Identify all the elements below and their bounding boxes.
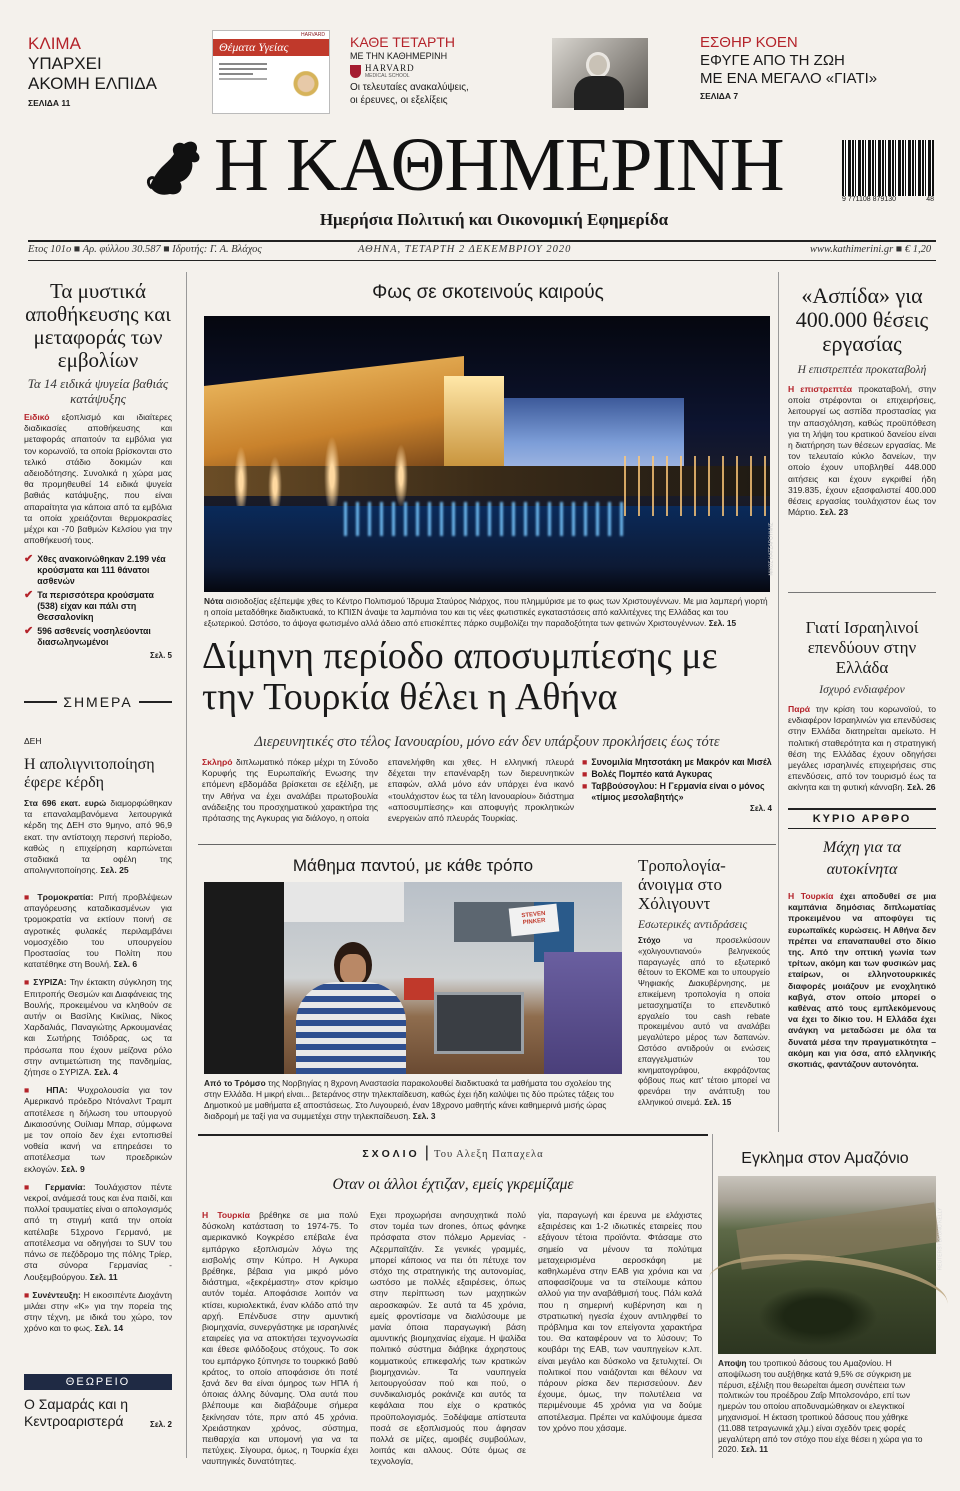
item-lead: ΗΠΑ:	[46, 1085, 68, 1096]
aspida-body-text: προκαταβολή, στην οποία στρέφονται οι επιχειρήσεις, λειτουργεί ως ασπίδα προστασίας για την απασχόληση, καθώς προϋπόθεση για τη λήψη του κρατικού δανείου είναι η διατήρηση των θέσεων εργασίας. Με τον τελευταίο κύκλο δανείων, την οποίο έχουν υποβληθεί 448.000 αιτήσεις και έχουν εγκριθεί ήδη 319.835, έχουν εξασφαλιστεί 400.000 θέσεις εργασίας τουλάχιστον έως τον Μάρτιο.	[788, 384, 937, 518]
infobar-top-rule	[28, 240, 936, 242]
list-item[interactable]	[24, 1182, 172, 1283]
item-lead: ΣΥΡΙΖΑ:	[33, 977, 67, 988]
deh-body	[24, 798, 172, 876]
hollywood-ref[interactable]: Σελ. 15	[704, 1097, 732, 1107]
list-item	[582, 757, 772, 768]
barcode-number: 9 771108 879130	[842, 196, 896, 203]
comment-separator: |	[424, 1144, 429, 1161]
simera-items	[24, 892, 172, 1342]
hollywood-lead: Στόχο	[638, 936, 661, 945]
hollywood-story[interactable]	[638, 856, 770, 1136]
bullet-text: Συνομιλία Μητσοτάκη με Μακρόν και Μισέλ	[591, 757, 772, 767]
barcode-issue: 48	[926, 196, 934, 203]
caption-text: του τροπικού δάσους του Αμαζονίου. Η αποψίλωση του αυξήθηκε κατά 9,5% σε σύγκριση με πέρυσι, εξέλιξη που θεωρείται άμεση συνέπεια των πολιτικών του προέδρου Ζαΐρ Μπολσονάρο, επί των ημερών του οποίου αποδυναμώθηκαν οι ελεγκτικοί μηχανισμοί. Η έκταση τροπικού δάσους που χάθηκε (11.088 τετραγωνικά χλμ.) είναι σχεδόν τρεις φορές μεγαλύτερη από τον στόχο που είχε θέσει η χώρα για το 2020.	[718, 1358, 923, 1455]
comment-header	[198, 1142, 708, 1162]
bullet-icon: ■	[24, 977, 31, 988]
shield-icon	[350, 65, 361, 78]
photo-credit: ΝΙΚΟΣ ΚΑΤΣΑΡΟΥΝΗΣ	[768, 522, 775, 576]
bullet-icon: ■	[24, 1289, 30, 1300]
teaser-cohen[interactable]	[700, 34, 930, 114]
main-headline[interactable]: Δίμηνη περίοδο αποσυμπίεσης με την Τουρκία θέλει η Αθήνα	[202, 635, 718, 718]
bullet-icon: ■	[24, 1085, 37, 1096]
theoreio-text: Ο Σαμαράς και η Κεντροαριστερά	[24, 1396, 129, 1429]
amazon-title: Εγκλημα στον Αμαζόνιο	[741, 1150, 909, 1167]
editorial-box[interactable]	[788, 808, 936, 1109]
list-item	[24, 626, 172, 648]
deh-headline: Η απολιγνιτοποίηση έφερε κέρδη	[24, 756, 155, 791]
main-ref[interactable]: Σελ. 4	[750, 804, 772, 813]
teaser-magazine-cover[interactable]	[212, 30, 330, 114]
hollywood-body	[638, 936, 770, 1136]
theoreio-ref[interactable]: Σελ. 2	[150, 1420, 172, 1429]
bullet-icon: ■	[582, 769, 588, 779]
deh-ref[interactable]: Σελ. 25	[100, 865, 129, 876]
caption-ref[interactable]: Σελ. 11	[741, 1444, 768, 1455]
comment-top-rule	[198, 1134, 708, 1136]
editorial-body-text: έχει αποδυθεί σε μια καμπάνια δημόσιας διπλωματίας προκειμένου να αποφύγει τις ευρωπαϊκές κυρώσεις. Η Αθήνα δεν πρέπει να επαναπαυθεί στο δίκιο της. Από την οπτική γωνία των τρίτων, ακόμη και των φυσικών μας εταίρων, οι ελληνοτουρκικές διαφορές μοιάζουν με ενοχλητικό καβγά, στον οποίο μπορεί ο καθένας από τους εμπλεκόμενους να έχει το δίκιο του. Η Ελλάδα έχει ανάγκη να μεταδώσει με όλα τα δυνατά μέσα την πραγματικότητα –ακόμη και για όσα, από ελληνικής σκοπιάς, φαντάζουν αυτονόητα.	[788, 891, 936, 1070]
teaser-kicker: ΚΑΘΕ ΤΕΤΑΡΤΗ	[350, 34, 455, 50]
comment-col1-text: βρέθηκε σε μια πολύ δύσκολη κατάσταση το 1974-75. Το αμερικανικό Κογκρέσο επέβαλε ένα εμπάργκο εξοπλισμών λόγω της εισβολής στην Κύπρο. Η Αγκυρα βρέθηκε, βέβαια για μικρό μόνο διάστημα, «ξεκρέμαστη» στον κρίσιμο αυτόν τομέα. Αποφάσισε λοιπόν να κτίσει, κυριολεκτικά, έναν κλάδο από την αρχή. Επένδυσε στην αμυντική βιομηχανία, συνεργάστηκε με ισραηλινές εταιρείες για να αποκτήσει τεχνογνωσία και έθεσε φιλόδοξους στόχους. Το σοκ του εμπάργκο ξύπνησε το τουρκικό βαθύ κράτος, το οποίο αποφάσισε ότι ποτέ ξανά δεν θα είναι όμηρος των ΗΠΑ ή όποιας άλλης δύναμης. Όλα αυτά που βλέπουμε και διαβάζουμε σήμερα ξεκίνησαν τότε, πριν από 45 χρόνια. Χρειάστηκαν χρόνος, σύστημα, πειθαρχία και υπομονή για να τα πετύχεις. Σίγουρα, όμως, η Τουρκία έχει ναυπηγικές δυνατότητες.	[202, 1210, 358, 1467]
magazine-brand: HARVARD	[301, 32, 325, 38]
main-col1-lead: Σκληρό	[202, 757, 233, 767]
comment-col1	[202, 1210, 358, 1467]
main-bottom-rule	[198, 844, 776, 845]
left-divider	[186, 272, 187, 1458]
infobar-left: Ετος 101ο ■ Αρ. φύλλου 30.587 ■ Ιδρυτής: Γ. Α. Βλάχος	[28, 244, 262, 255]
harvard-brand: HARVARD	[365, 63, 415, 73]
comment-label: ΣΧΟΛΙΟ	[362, 1148, 420, 1160]
israel-sub: Ισχυρό ενδιαφέρον	[819, 684, 905, 696]
amazon-caption	[718, 1358, 936, 1454]
comment-author: Του Αλεξη Παπαχελα	[434, 1149, 544, 1160]
simera-header	[24, 694, 172, 710]
aspida-sub: Η επιστρεπτέα προκαταβολή	[797, 364, 927, 376]
bullet-icon: ■	[24, 892, 33, 902]
aspida-lead: Η επιστρεπτέα	[788, 384, 853, 394]
masthead-title: Η ΚΑΘΗΜΕΡΙΝΗ	[214, 123, 784, 207]
griffin-icon	[140, 136, 208, 200]
comment-headline[interactable]: Οταν οι άλλοι έχτιζαν, εμείς γκρεμίζαμε	[332, 1176, 574, 1193]
israel-lead: Παρά	[788, 704, 811, 714]
vaccine-story[interactable]	[24, 280, 172, 660]
bullet-text: Βολές Πομπέο κατά Αγκυρας	[591, 769, 713, 779]
deh-kicker: ΔΕΗ	[24, 736, 42, 746]
caption-ref[interactable]: Σελ. 3	[412, 1111, 436, 1121]
aspida-story[interactable]	[788, 284, 936, 520]
comment-col3-text: γία, παραγωγή και έρευνα με ελάχιστες εξαιρέσεις και 1-2 ιδιωτικές εταιρείες που εξάγουν τέτοια προϊόντα. Φτάσαμε στο σημείο να μένουν τα πολύτιμα μεταχειρισμένα αεροσκάφη με καθηλωμένα στην ΕΑΒ για χρόνια και να αποφασίζουμε να τα στείλουμε κάπου αλλού για την αναβάθμισή τους. Πάλι καλά που η σημερινή κυβέρνηση και η στρατιωτική ηγεσία έχουν αντιληφθεί το πρόβλημα και τον επείγοντα χαρακτήρα του. Θα καταφέρουν να το λύσουν; Το κουβάρι της ΕΑΒ, των ναυπηγείων κ.λπ. είναι μεγάλο και δύσκολο να ξετυλιχτεί. Οι πολιτικοί που ναιάζονται και θέλουν να πάρουν ρίσκα δεν περισσεύουν. Δεν έχουμε, όμως, την πολυτέλεια να περιμένουμε 45 χρόνια για να δούμε αποτέλεσμα. Πρέπει να καλύψουμε άμεσα τον χρόνο που χάσαμε.	[538, 1210, 702, 1433]
hollywood-headline: Τροπολογία-άνοιγμα στο Χόλιγουντ	[638, 856, 726, 913]
teaser-harvard[interactable]	[350, 34, 530, 114]
check-icon: ✔	[24, 553, 34, 565]
check-icon: ✔	[24, 589, 34, 601]
teaser-text: ΕΦΥΓΕ ΑΠΟ ΤΗ ΖΩΗ ΜΕ ΕΝΑ ΜΕΓΑΛΟ «ΓΙΑΤΙ»	[700, 52, 878, 87]
theoreio-label: ΘΕΩΡΕΙΟ	[24, 1374, 172, 1390]
simera-label: ΣΗΜΕΡΑ	[63, 694, 133, 710]
main-col2	[388, 757, 574, 827]
editorial-lead: Η Τουρκία	[788, 891, 834, 901]
editorial-label: ΚΥΡΙΟ ΑΡΘΡΟ	[788, 808, 936, 829]
book-text: STEVEN PINKER	[521, 910, 546, 927]
list-item[interactable]	[24, 892, 172, 970]
right-rule-1	[788, 592, 936, 593]
comment-col3	[538, 1210, 702, 1450]
education-caption	[204, 1078, 622, 1122]
teaser-text: Οι τελευταίες ανακαλύψεις, οι έρευνες, οι εξελίξεις	[350, 82, 469, 106]
comment-col2-text: Εχει προχωρήσει ανησυχητικά πολύ στον τομέα των drones, όπως φάνηκε πρόσφατα στον πόλεμο Αρμενίας - Αζερμπαϊτζάν. Σε γενικές γραμμές, μπορεί κάποιος να πει ότι πέτυχε τον στόχο της στρατηγικής της αυτονομίας, ωστόσο με πολλές εξαιρέσεις, όπως στην περίπτωση των μαχητικών αεροσκαφών. Σε αυτά τα 45 χρόνια, εμείς φροντίσαμε να διαλύσουμε με μανία όποια παραγωγική βάση αμυντικής βιομηχανίας είχαμε. Η ψαλίδα πολιτικό σύστημα διάβηκε άχρηστους κομματικούς επικεφαλής των κρατικών βιομηχανιών. Τα ναυπηγεία λειτουργούσαν πού και πού, ο συνδικαλισμός ροκάνιζε και αυτός τα κεφάλαια που είχε ο κρατικός προϋπολογισμός. Ξοδέψαμε απίστευτα ποσά σε εξοπλισμούς που άφησαν πολλά σε μίζες, αμοιβές συμβούλων, λοιπάς και αλλους. Ούτε όμως σε τεχνολογία,	[370, 1210, 526, 1467]
aspida-ref[interactable]: Σελ. 23	[819, 507, 849, 518]
israel-headline: Γιατί Ισραηλινοί επενδύουν στην Ελλάδα	[805, 618, 919, 677]
deh-body-text: διαμορφώθηκαν τα επαναλαμβανόμενα λειτουργικά κέρδη της ΔΕΗ στο 9μηνο, από 96,9 εκατ. την αντίστοιχη περσινή περίοδο, καθώς η επιχείρηση καρπώνεται σταδιακά τα οφέλη της απολιγνιτοποίησης.	[24, 798, 172, 876]
masthead-logo-icon	[140, 136, 208, 200]
aspida-headline: «Ασπίδα» για 400.000 θέσεις εργασίας	[795, 283, 929, 356]
snfcc-night-photo[interactable]	[204, 316, 775, 592]
israel-story[interactable]	[788, 618, 936, 806]
vaccine-body	[24, 412, 172, 550]
vaccine-body-text: εξοπλισμό και ιδιαίτερες διαδικασίες αποθήκευσης και μεταφοράς απαιτούν τα εμβόλια για τον κορωνοϊό, τα οποία βρίσκονται στο τελικό στάδιο δοκιμών και αδειοδότησης. Συνολικά η χώρα μας θα προμηθευθεί 14 ειδικά ψυγεία βαθιάς κατάψυξης, που είναι απαραίτητα για κάποια από τα εμβόλια τα οποία χρειάζονται θερμοκρασίες μέχρι και -70 βαθμών Κελσίου για την αποθήκευσή τους.	[24, 412, 172, 546]
teaser-page: ΣΕΛΙΔΑ 11	[28, 98, 71, 108]
list-item[interactable]	[24, 1085, 172, 1175]
item-text: Η εικοσιπέντε Διοχάντη μιλάει στην «Κ» για την πορεία της στην τέχνη, με ιδικά του χώρο, τον χρόνο και το φως.	[24, 1289, 172, 1334]
comment-col2	[370, 1210, 526, 1467]
barcode-bars	[842, 140, 934, 196]
bullet-icon: ■	[24, 1181, 36, 1192]
editorial-body	[788, 891, 936, 1109]
magazine-text-lines	[213, 56, 273, 87]
bullet-icon: ■	[582, 781, 588, 791]
list-item	[582, 781, 772, 803]
bullet-text: Χθες ανακοινώθηκαν 2.199 νέα κρούσματα και 111 θάνατοι ασθενών	[37, 554, 166, 586]
list-item	[582, 769, 772, 780]
israel-body	[788, 704, 936, 806]
caption-lead: Αποψη	[718, 1358, 747, 1368]
teaser-kicker: ΚΛΙΜΑ	[28, 34, 81, 53]
teaser-kicker: ΕΣΘΗΡ ΚΟΕΝ	[700, 34, 798, 51]
item-text: Ψυχρολουσία για τον Αμερικανό πρόεδρο Ντόναλντ Τραμπ αποτέλεσε η δήλωση του υπουργού Δικαιοσύνης Ουίλιαμ Μπαρ, σύμφωνα με τον οποίο δεν έχει εντοπισθεί νοθεία ικανή να επηρεάσει το αποτέλεσμα των προεδρικών εκλογών.	[24, 1085, 173, 1174]
magazine-portrait	[293, 71, 319, 113]
deh-lead: Στα 696 εκατ. ευρώ	[24, 798, 107, 808]
list-item	[24, 590, 172, 623]
item-text: Ριπή προβλέψεων απαγόρευσης καταδικασμένων για τρομοκρατία να εκτίουν ποινή σε αγροτικές φυλακές περιλαμβάνει νομοσχέδιο του υπουργείου Προστασίας του Πολίτη που κατατέθηκε στη Βουλή.	[24, 892, 172, 970]
amazon-aerial-photo[interactable]	[718, 1176, 944, 1354]
harvard-brand-sub: MEDICAL SCHOOL	[365, 73, 410, 79]
list-item	[24, 554, 172, 587]
infobar-bottom-rule	[28, 260, 936, 261]
item-lead: Συνέντευξη:	[32, 1289, 81, 1300]
main-sub: Διερευνητικές στο τέλος Ιανουαρίου, μόνο εάν δεν υπάρξουν προκλήσεις έως τότε	[254, 734, 720, 750]
teaser-line: ΜΕ ΤΗΝ ΚΑΘΗΜΕΡΙΝΗ	[350, 51, 448, 61]
vaccine-body-lead: Ειδικό	[24, 412, 50, 422]
item-ref[interactable]: Σελ. 4	[94, 1067, 118, 1078]
israel-body-text: την κρίση του κορωνοϊού, το ενδιαφέρον Ισραηλινών για επενδύσεις στην Ελλάδα διατηρείται αμείωτο. Η πολιτική σταθερότητα και η στρατηγική θέση της Ελλάδας έχουν οδηγήσει μεγάλες ισραηλινές επιχειρήσεις στις επενδύσεις, από τον τουρισμό έως τα ακίνητα και τη φυτική κάνναβη.	[788, 704, 936, 793]
girl-laptop-photo[interactable]	[204, 882, 622, 1074]
item-ref[interactable]: Σελ. 14	[94, 1323, 124, 1334]
vaccine-ref[interactable]: Σελ. 5	[150, 651, 172, 660]
infobar-right: www.kathimerini.gr ■ € 1,20	[810, 244, 932, 255]
vaccine-headline: Τα μυστικά αποθήκευσης και μεταφοράς των εμβολίων	[25, 279, 171, 372]
caption-text: της Νορβηγίας η 8χρονη Αναστασία παρακολουθεί διαδικτυακά τα μαθήματα του σχολείου της στην Ελλάδα. Η μικρή είναι... βετεράνος στην τηλεκπαίδευση, καθώς έχει ήδη καλύψει τις δύο πρώτες τάξεις του Δημοτικού με μαθήματα εξ αποστάσεως. Στο Λυγουρειό, έναν 18χρονο μαθητής κάνει καθημερινά μισής ώρας διαδρομή με ταξί για να συμμετέχει στην τηλεκπαίδευση.	[204, 1078, 614, 1121]
vaccine-bullets	[24, 554, 172, 648]
list-item[interactable]	[24, 1290, 172, 1335]
education-title: Μάθημα παντού, με κάθε τρόπο	[292, 856, 534, 875]
main-col2-text: επανελήφθη και χθες. Η ελληνική πλευρά δέχεται την επανέναρξη των διερευνητικών επαφών, αλλά μόνο εάν υπάρχει ένα ικανό «τουλάχιστον έως τα τέλη Ιανουαρίου» διάστημα «αποσυμπίεσης» και αποφυγής προκλητικών ενεργειών από πλευράς Τουρκίας.	[388, 757, 574, 824]
item-lead: Τρομοκρατία:	[37, 892, 94, 902]
teaser-portrait-photo[interactable]	[552, 38, 648, 108]
israel-ref[interactable]: Σελ. 26	[907, 782, 936, 793]
main-bullets	[582, 757, 772, 813]
caption-text: αισιοδοξίας εξέπεμψε χθες το Κέντρο Πολιτισμού Ίδρυμα Σταύρος Νιάρχος, που πλημμύρισε με το φως των Χριστουγέννων. Με μια λαμπερή γιορτή η οποία μεταδόθηκε διαδικτυακά, το ΚΠΙΣΝ άναψε τα λαμπιόνια του και τις νέες φωτιστικές εγκαταστάσεις από καλλιτέχνες της Ελλάδας και του εξωτερικού. Ωστόσο, το άψογα φωτισμένο αλλά άδειο από επισκέπτες πάρκο συμβολίζει την παραδοξότητα των φετινών Χριστουγέννων.	[204, 596, 768, 628]
hollywood-body-text: να προσελκύσουν «χολιγουντιανού» βεληνεκούς παραγωγές από το εξωτερικό θέτουν το ΕΚΟΜΕ και το υπουργείο Ψηφιακής Διακυβέρνησης, με επικείμενη τροπολογία η οποία μετασχηματίζει το επενδυτικό εργαλείο του cash rebate προκειμένου αυτό να αναλάβει μεγαλύτερο μέρος των δαπανών. Ωστόσο αντιδρούν οι ενώσεις επαγγελματιών του κινηματογράφου, εκφράζοντας φόβους πως κατ' τέτοιο μπορεί να φρενάρει την ανάπτυξη του ελληνικού σινεμά.	[638, 936, 771, 1107]
teaser-text: ΥΠΑΡΧΕΙ ΑΚΟΜΗ ΕΛΠΙΔΑ	[28, 54, 157, 93]
bullet-text: Τα περισσότερα κρούσματα (538) είχαν και πάλι στη Θεσσαλονίκη	[37, 590, 154, 622]
caption-lead: Από το Τρόμσο	[204, 1078, 266, 1088]
caption-lead: Νότα	[204, 596, 224, 606]
infobar-date: ΑΘΗΝΑ, ΤΕΤΑΡΤΗ 2 ΔΕΚΕΜΒΡΙΟΥ 2020	[358, 244, 572, 255]
item-text: Την έκτακτη σύγκληση της Επιτροπής Θεσμών και Διαφάνειας της Βουλής, προκειμένου να κληθούν σε αυτήν οι Βασίλης Κικίλιας, Νίκος Χαρδαλιάς, Παναγιώτης Αρκουμανέας και Σωτήρης Τσιόδρας, ως τα πρόσωπα που έχουν μείζονα ρόλο στην αντιμετώπιση της πανδημίας, ζήτησε ο ΣΥΡΙΖΑ.	[24, 977, 172, 1078]
aspida-body	[788, 384, 936, 520]
theoreio-box[interactable]	[24, 1374, 172, 1429]
snfcc-caption	[204, 596, 770, 630]
vaccine-sub: Τα 14 ειδικά ψυγεία βαθιάς κατάψυξης	[27, 376, 169, 406]
item-ref[interactable]: Σελ. 6	[113, 959, 138, 970]
teaser-page: ΣΕΛΙΔΑ 7	[700, 91, 739, 101]
editorial-headline: Μάχη για τα αυτοκίνητα	[823, 839, 901, 878]
comment-col1-lead: Η Τουρκία	[202, 1210, 250, 1220]
barcode	[842, 140, 934, 210]
bullet-text: 596 ασθενείς νοσηλεύονται διασωληνωμένοι	[37, 626, 151, 647]
photo-credit: REUTERS / BRUNO KELLY	[937, 1207, 944, 1271]
bullet-icon: ■	[582, 757, 588, 767]
item-lead: Γερμανία:	[45, 1181, 86, 1192]
bullet-text: Ταββούσογλου: Η Γερμανία είναι ο μόνος «τίμιος μεσολαβητής»	[591, 781, 765, 802]
magazine-title: Θέματα Υγείας	[213, 39, 329, 56]
main-col1	[202, 757, 378, 827]
caption-ref[interactable]: Σελ. 15	[708, 618, 737, 628]
masthead-subtitle: Ημερήσια Πολιτική και Οικονομική Εφημερίδα	[319, 210, 669, 229]
harvard-logo	[350, 64, 530, 79]
item-ref[interactable]: Σελ. 11	[89, 1271, 118, 1282]
deh-story[interactable]	[24, 736, 172, 876]
teaser-climate[interactable]	[28, 34, 208, 114]
item-text: Τουλάχιστον πέντε νεκροί, ανάμεσά τους και ένα παιδί, και πολλοί τραυματίες είναι ο απολογισμός από τη στιγμή κατά την οποία κατέλαβε 51χρονο Γερμανό, με αποτέλεσμα να οδηγήσει το SUV του πάνω σε πεζόδρομο της πόλης Τρίερ, στα σύνορα Γερμανίας - Λουξεμβούργου.	[24, 1181, 173, 1282]
hollywood-sub: Εσωτερικές αντιδράσεις	[638, 919, 748, 931]
check-icon: ✔	[24, 625, 34, 637]
item-ref[interactable]: Σελ. 9	[61, 1163, 85, 1174]
center-right-divider	[778, 272, 779, 1132]
main-col1-text: διπλωματικό πόκερ μέχρι τη Σύνοδο Κορυφής της Ευρωπαϊκής Ενωσης την επόμενη εβδομάδα βρίσκεται σε εξέλιξη, με την Αθήνα να έχει αναλάβει πρωτοβουλία ανάδειξης του προσχηματικού χαρακτήρα της πρότασης της Αγκυρας για διάλογο, η οποία	[202, 757, 379, 824]
photo-title: Φως σε σκοτεινούς καιρούς	[372, 282, 604, 303]
list-item[interactable]	[24, 977, 172, 1078]
